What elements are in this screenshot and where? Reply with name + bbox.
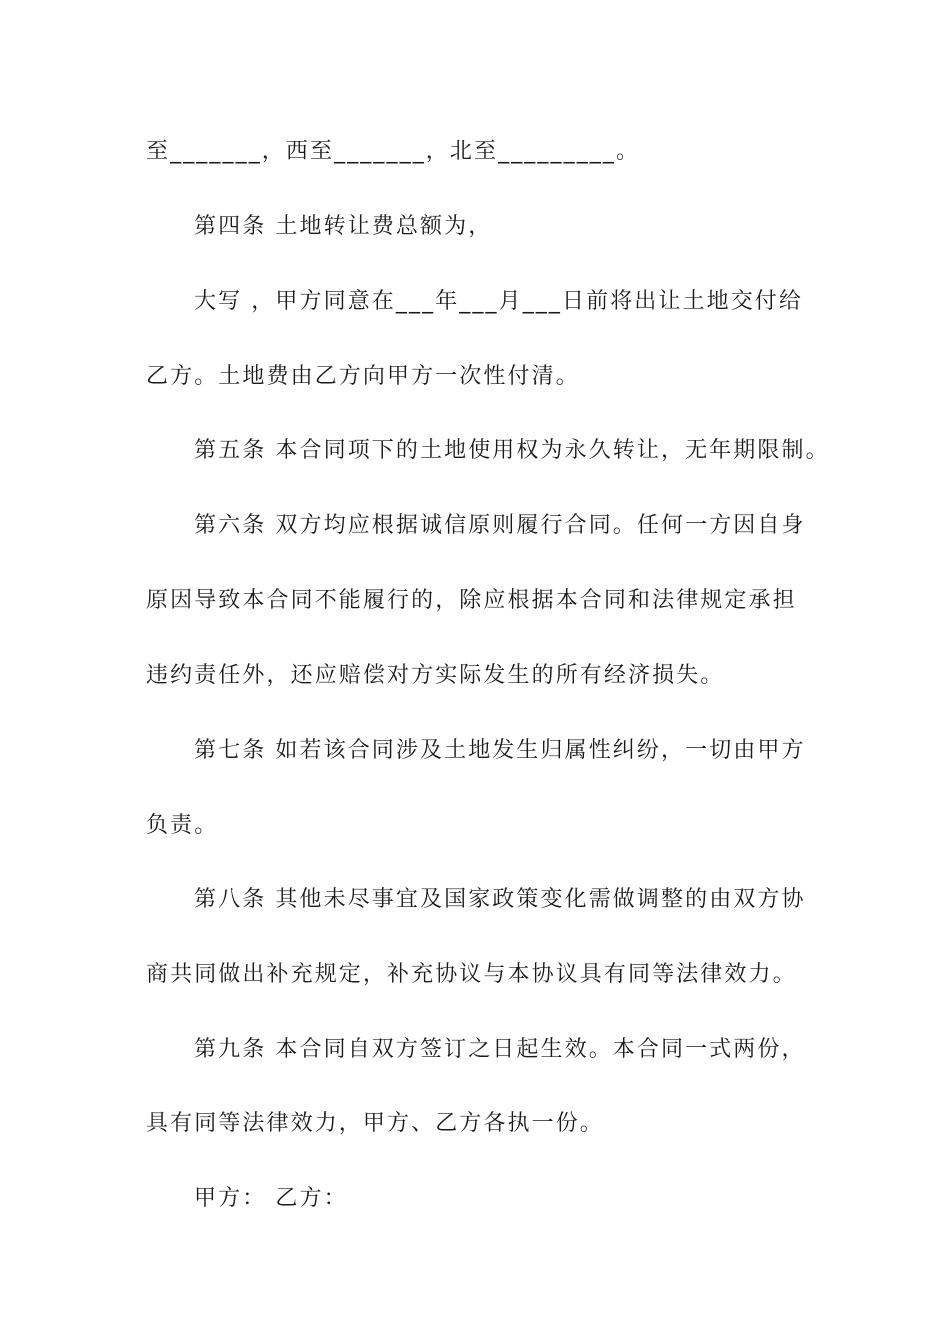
document-line: 负责。 <box>146 813 219 838</box>
document-line: 具有同等法律效力，甲方、乙方各执一份。 <box>146 1111 604 1136</box>
document-line: 至_______，西至_______，北至_________。 <box>146 139 641 164</box>
document-line: 原因导致本合同不能履行的，除应根据本合同和法律规定承担 <box>146 588 797 613</box>
document-line: 大写 ，甲方同意在___年___月___日前将出让土地交付给 <box>194 289 803 314</box>
article-7-paragraph: 第七条 如若该合同涉及土地发生归属性纠纷，一切由甲方 <box>194 738 806 763</box>
document-line: 违约责任外，还应赔偿对方实际发生的所有经济损失。 <box>146 663 725 688</box>
article-6-paragraph: 第六条 双方均应根据诚信原则履行合同。任何一方因自身 <box>194 513 806 538</box>
document-line: 商共同做出补充规定，补充协议与本协议具有同等法律效力。 <box>146 962 797 987</box>
article-8-paragraph: 第八条 其他未尽事宜及国家政策变化需做调整的由双方协 <box>194 887 806 912</box>
document-line: 乙方。土地费由乙方向甲方一次性付清。 <box>146 364 580 389</box>
article-9-paragraph: 第九条 本合同自双方签订之日起生效。本合同一式两份， <box>194 1037 806 1062</box>
article-4-heading: 第四条 土地转让费总额为， <box>194 214 493 239</box>
signature-line: 甲方： 乙方： <box>194 1186 348 1211</box>
article-5-paragraph: 第五条 本合同项下的土地使用权为永久转让，无年期限制。 <box>194 438 830 463</box>
